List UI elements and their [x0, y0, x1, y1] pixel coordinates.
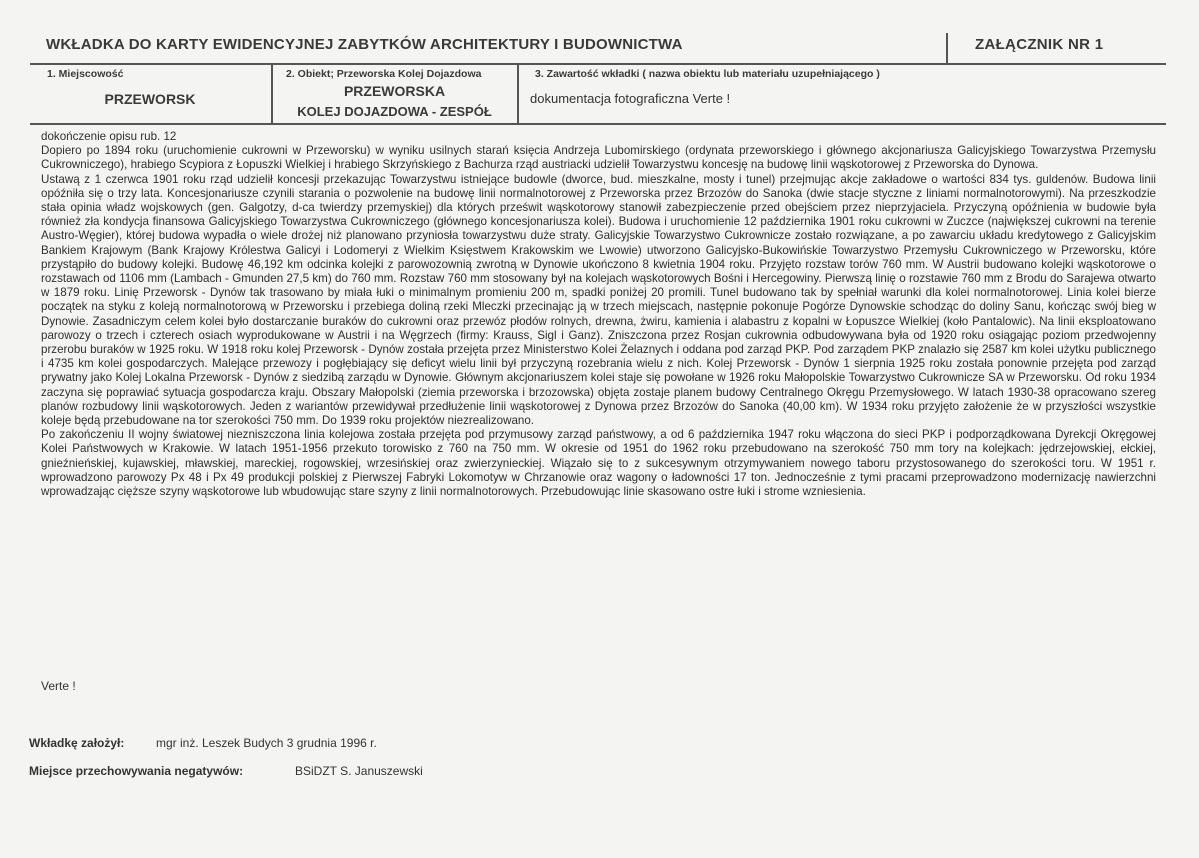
locality-value: PRZEWORSK: [104, 91, 196, 107]
negatives-value: BSiDZT S. Januszewski: [295, 764, 423, 778]
object-value-line1: PRZEWORSKA: [343, 83, 446, 99]
card-title: WKŁADKA DO KARTY EWIDENCYJNEJ ZABYTKÓW ARCHITEKTURY I BUDOWNICTWA: [46, 36, 683, 53]
description-paragraph-2: Ustawą z 1 czerwca 1901 roku rząd udzielił koncesji przekazując Towarzystwu istniejące budowle (dworce, bud. mieszkalne, mosty i tunel) przejmując akcje zakładowe o wartości 834 tys. guldenów. Budowa linii opóźniła się o trzy lata. Koncesjonariusze czynili starania o pozwolenie na budowę linii normalnotorowej z Przeworska przez Brzozów do Sanoka (dwie stacje styczne z liniami normalnotorowymi). Na przeszkodzie stała opinia władz wojskowych (gen. Galgotzy, d-ca twierdzy przemyskiej) dla których prześwit wąskotorowy stanowił zabezpieczenie przed obejściem przez nieprzyjaciela. Przyczyną opóźnienia w budowie była również zła kondycja finansowa Galicyjskiego Towarzystwa Cukrowniczego (głównego koncesjonariusza kolei). Budowa i uruchomienie 12 października 1901 roku cukrowni w Zuczce (największej cukrowni na terenie Austro-Węgier), której budowa wypadła o wiele drożej niż planowano przyniosła towarzystwu duże straty. Galicyjskie Towarzystwo Cukrownicze zostało rozwiązane, a po zawarciu układu kredytowego z Galicyjskim Bankiem Krajowym (Bank Krajowy Królestwa Galicyi i Lodomeryi z Wielkim Księstwem Krakowskim we Lwowie) utworzono Galicyjsko-Bukowińskie Towarzystwo Przemysłu Cukrowniczego w Przeworsku, które przystąpiło do budowy kolejki. Budowę 46,192 km odcinka kolejki z parowozownią zwrotną w Dynowie ukończono 8 kwietnia 1904 roku. Przyjęto rozstaw torów 760 mm. W Austrii budowano kolejki wąskotorowe o rozstawach od 1106 mm (Lambach - Gmunden 27,5 km) do 760 mm. Rozstaw 760 mm stosowany był na kolejach wąskotorowych Bośni i Hercegowiny. Pierwszą linię o rozstawie 760 mm z Brodu do Sarajewa otwarto w 1879 roku. Linię Przeworsk - Dynów tak trasowano by miała łuki o minimalnym promieniu 200 m, spadki poniżej 20 promili. Tunel budowano tak by spełniał warunki dla kolei normalnotorowej. Linia kolei bierze początek na styku z koleją normalnotorową w Przeworsku i przebiega doliną rzeki Mleczki przecinając ją w trzech miejscach, następnie pokonuje Pogórze Dynowskie schodząc do doliny Sanu, kończąc swój bieg w Dynowie. Zasadniczym celem kolei było dostarczanie buraków do cukrowni oraz przewóz płodów rolnych, drewna, żwiru, kamienia i alabastru z kopalni w Łopuszce Wielkiej (koło Pantalowic). Na linii eksploatowano parowozy o trzech i czterech osiach wyprodukowane w Austrii i na Węgrzech (firmy: Krauss, Sigl i Ganz). Zniszczona przez Rosjan cukrownia odbudowywana była od 1920 roku osiągając poziom przedwojenny przerobu buraków w 1925 roku. W 1918 roku kolej Przeworsk - Dynów została przejęta przez Ministerstwo Kolei Żelaznych i oddana pod zarząd PKP. Pod zarządem PKP znalazło się 2587 km kolei użytku publicznego i 4735 km kolei gospodarczych. Malejące przewozy i pogłębiający się deficyt wielu linii był przyczyną rozebrania wielu z nich. Kolej Przeworsk - Dynów 1 sierpnia 1925 roku została ponownie przejęta pod zarząd prywatny jako Kolej Lokalna Przeworsk - Dynów z siedzibą zarządu w Dynowie. Głównym akcjonariuszem kolei staje się powołane w 1926 roku Małopolskie Towarzystwo Cukrownicze SA w Przeworsku. Od roku 1934 zaczyna się poprawiać sytuacja gospodarcza kraju. Obszary Małopolski (ziemia przeworska i brzozowska) objęta zostaje planem budowy Centralnego Okręgu Przemysłowego. W latach 1930-38 opracowano szereg planów rozbudowy linii wąskotorowych. Jeden z wariantów przewidywał przedłużenie linii wąskotorowej z Dynowa przez Brzozów do Sanoka (40,00 km). W 1934 roku przyjęto założenie że w przyszłości wszystkie koleje będą przebudowane na tor szerokości 750 mm. Do 1939 roku projektów niezrealizowano.: [41, 172, 1156, 428]
description-paragraph-1: Dopiero po 1894 roku (uruchomienie cukrowni w Przeworsku) w wyniku usilnych starań księcia Andrzeja Lubomirskiego (ordynata przeworskiego i głównego akcjonariusza Galicyjskiego Towarzystwa Przemysłu Cukrowniczego), hrabiego Scypiora z Łopuszki Wielkiej i hrabiego Skrzyńskiego z Bachurza rząd austriacki udzielił Towarzystwu koncesję na budowę linii wąskotorowej z Przeworska do Dynowa.: [41, 144, 1156, 172]
content-value: dokumentacja fotograficzna Verte !: [530, 91, 731, 106]
annex-number: ZAŁĄCZNIK NR 1: [975, 36, 1104, 53]
object-value-line2: KOLEJ DOJAZDOWA - ZESPÓŁ: [297, 104, 492, 119]
description-paragraph-3: Po zakończeniu II wojny światowej niezniszczona linia kolejowa została przejęta pod przymusowy zarząd państwowy, a od 6 października 1947 roku włączona do sieci PKP i podporządkowana Dyrekcji Okręgowej Kolei Państwowych w Krakowie. W latach 1951-1956 przekuto torowisko z 760 na 750 mm. W okresie od 1951 do 1962 roku przebudowano na szerokość 750 mm tory na kolejkach: jędrzejowskiej, ełckiej, gnieźnieńskiej, kujawskiej, mławskiej, mareckiej, rogowskiej, wrzesińskiej oraz zwierzynieckiej. Wiązało się to z sukcesywnym otrzymywaniem nowego taboru przystosowanego do szerokości toru. W 1951 r. wprowadzono parowozy Px 48 i Px 49 produkcji polskiej z Pierwszej Fabryki Lokomotyw w Chrzanowie oraz wagony o ładowności 17 ton. Jednocześnie z tymi pracami przeprowadzono modernizację nawierzchni wprowadzając cięższe szyny wąskotorowe lub wbudowując stare szyny z linii normalnotorowych. Przebudowując linie skasowano ostre łuki i strome wzniesienia.: [41, 428, 1156, 499]
field-divider-2: [517, 64, 519, 123]
content-label: 3. Zawartość wkładki ( nazwa obiektu lub materiału uzupełniającego ): [535, 68, 880, 80]
author-label: Wkładkę założył:: [29, 736, 125, 750]
negatives-label: Miejsce przechowywania negatywów:: [29, 764, 244, 778]
description-heading: dokończenie opisu rub. 12: [41, 130, 177, 143]
description-text: [41, 130, 1156, 499]
header-rule: [30, 63, 1166, 65]
locality-label: 1. Miejscowość: [47, 68, 124, 80]
author-value: mgr inż. Leszek Budych 3 grudnia 1996 r.: [156, 736, 377, 750]
fields-rule: [30, 123, 1166, 125]
object-label: 2. Obiekt; Przeworska Kolej Dojazdowa: [286, 68, 482, 80]
header-divider: [946, 33, 948, 63]
verte-note: Verte !: [41, 679, 76, 693]
